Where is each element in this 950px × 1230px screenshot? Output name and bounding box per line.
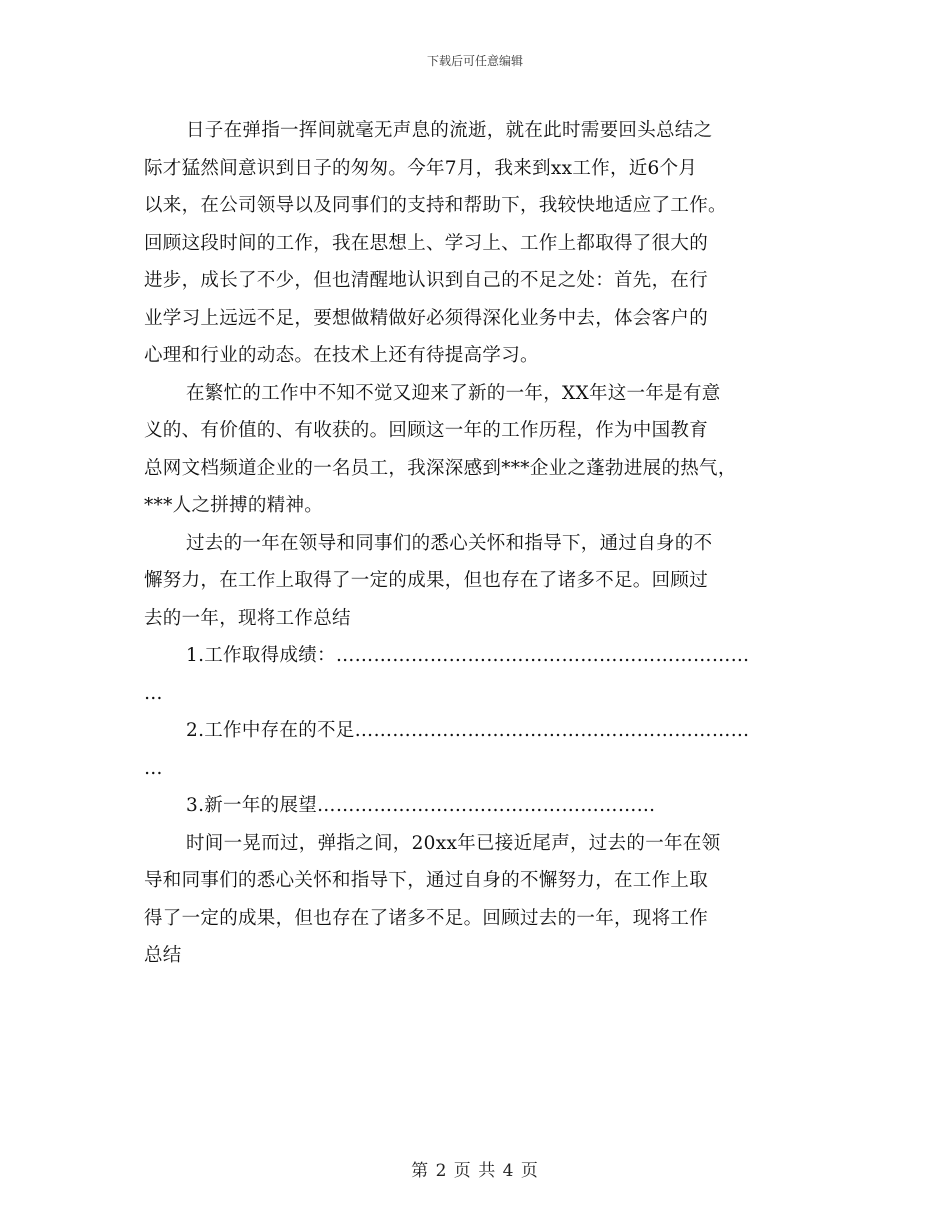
text-line: 义的、有价值的、有收获的。回顾这一年的工作历程，作为中国教育 xyxy=(144,420,709,441)
text-line: 懈努力，在工作上取得了一定的成果，但也存在了诸多不足。回顾过 xyxy=(144,570,709,591)
text-line: … xyxy=(144,682,163,704)
text-line: 2.工作中存在的不足……………………………………………………… xyxy=(186,720,750,741)
text-line: 1.工作取得成绩：………………………………………………………… xyxy=(186,645,750,666)
page-number-footer: 第 2 页 共 4 页 xyxy=(411,1161,539,1181)
text-line: 业学习上远远不足，要想做精做好必须得深化业务中去，体会客户的 xyxy=(144,307,709,329)
text-line: 导和同事们的悉心关怀和指导下，通过自身的不懈努力，在工作上取 xyxy=(144,870,709,891)
text-line: 回顾这段时间的工作，我在思想上、学习上、工作上都取得了很大的 xyxy=(144,232,709,254)
text-line: 总结 xyxy=(144,945,182,966)
text-line: 进步，成长了不少，但也清醒地认识到自己的不足之处：首先，在行 xyxy=(144,270,709,291)
document-body xyxy=(144,112,804,975)
text-line: 去的一年，现将工作总结 xyxy=(144,607,351,629)
text-line: 过去的一年在领导和同事们的悉心关怀和指导下，通过自身的不 xyxy=(186,532,713,554)
text-line: 际才猛然间意识到日子的匆匆。今年7月，我来到xx工作，近6个月 xyxy=(144,157,698,179)
text-line: 总网文档频道企业的一名员工，我深深感到***企业之蓬勃进展的热气， xyxy=(144,457,737,479)
text-line: … xyxy=(144,757,163,779)
text-line: 以来，在公司领导以及同事们的支持和帮助下，我较快地适应了工作。 xyxy=(144,195,727,216)
text-line: 在繁忙的工作中不知不觉又迎来了新的一年，XX年这一年是有意 xyxy=(186,382,721,404)
page-header: 下载后可任意编辑 xyxy=(426,54,523,68)
text-line: ***人之拼搏的精神。 xyxy=(144,495,324,516)
text-line: 心理和行业的动态。在技术上还有待提高学习。 xyxy=(144,345,539,366)
text-line: 得了一定的成果，但也存在了诸多不足。回顾过去的一年，现将工作 xyxy=(144,907,709,929)
text-line: 3.新一年的展望……………………………………………… xyxy=(186,795,656,816)
text-line: 时间一晃而过，弹指之间，20xx年已接近尾声，过去的一年在领 xyxy=(186,832,721,854)
text-line: 日子在弹指一挥间就毫无声息的流逝，就在此时需要回头总结之 xyxy=(186,120,713,141)
